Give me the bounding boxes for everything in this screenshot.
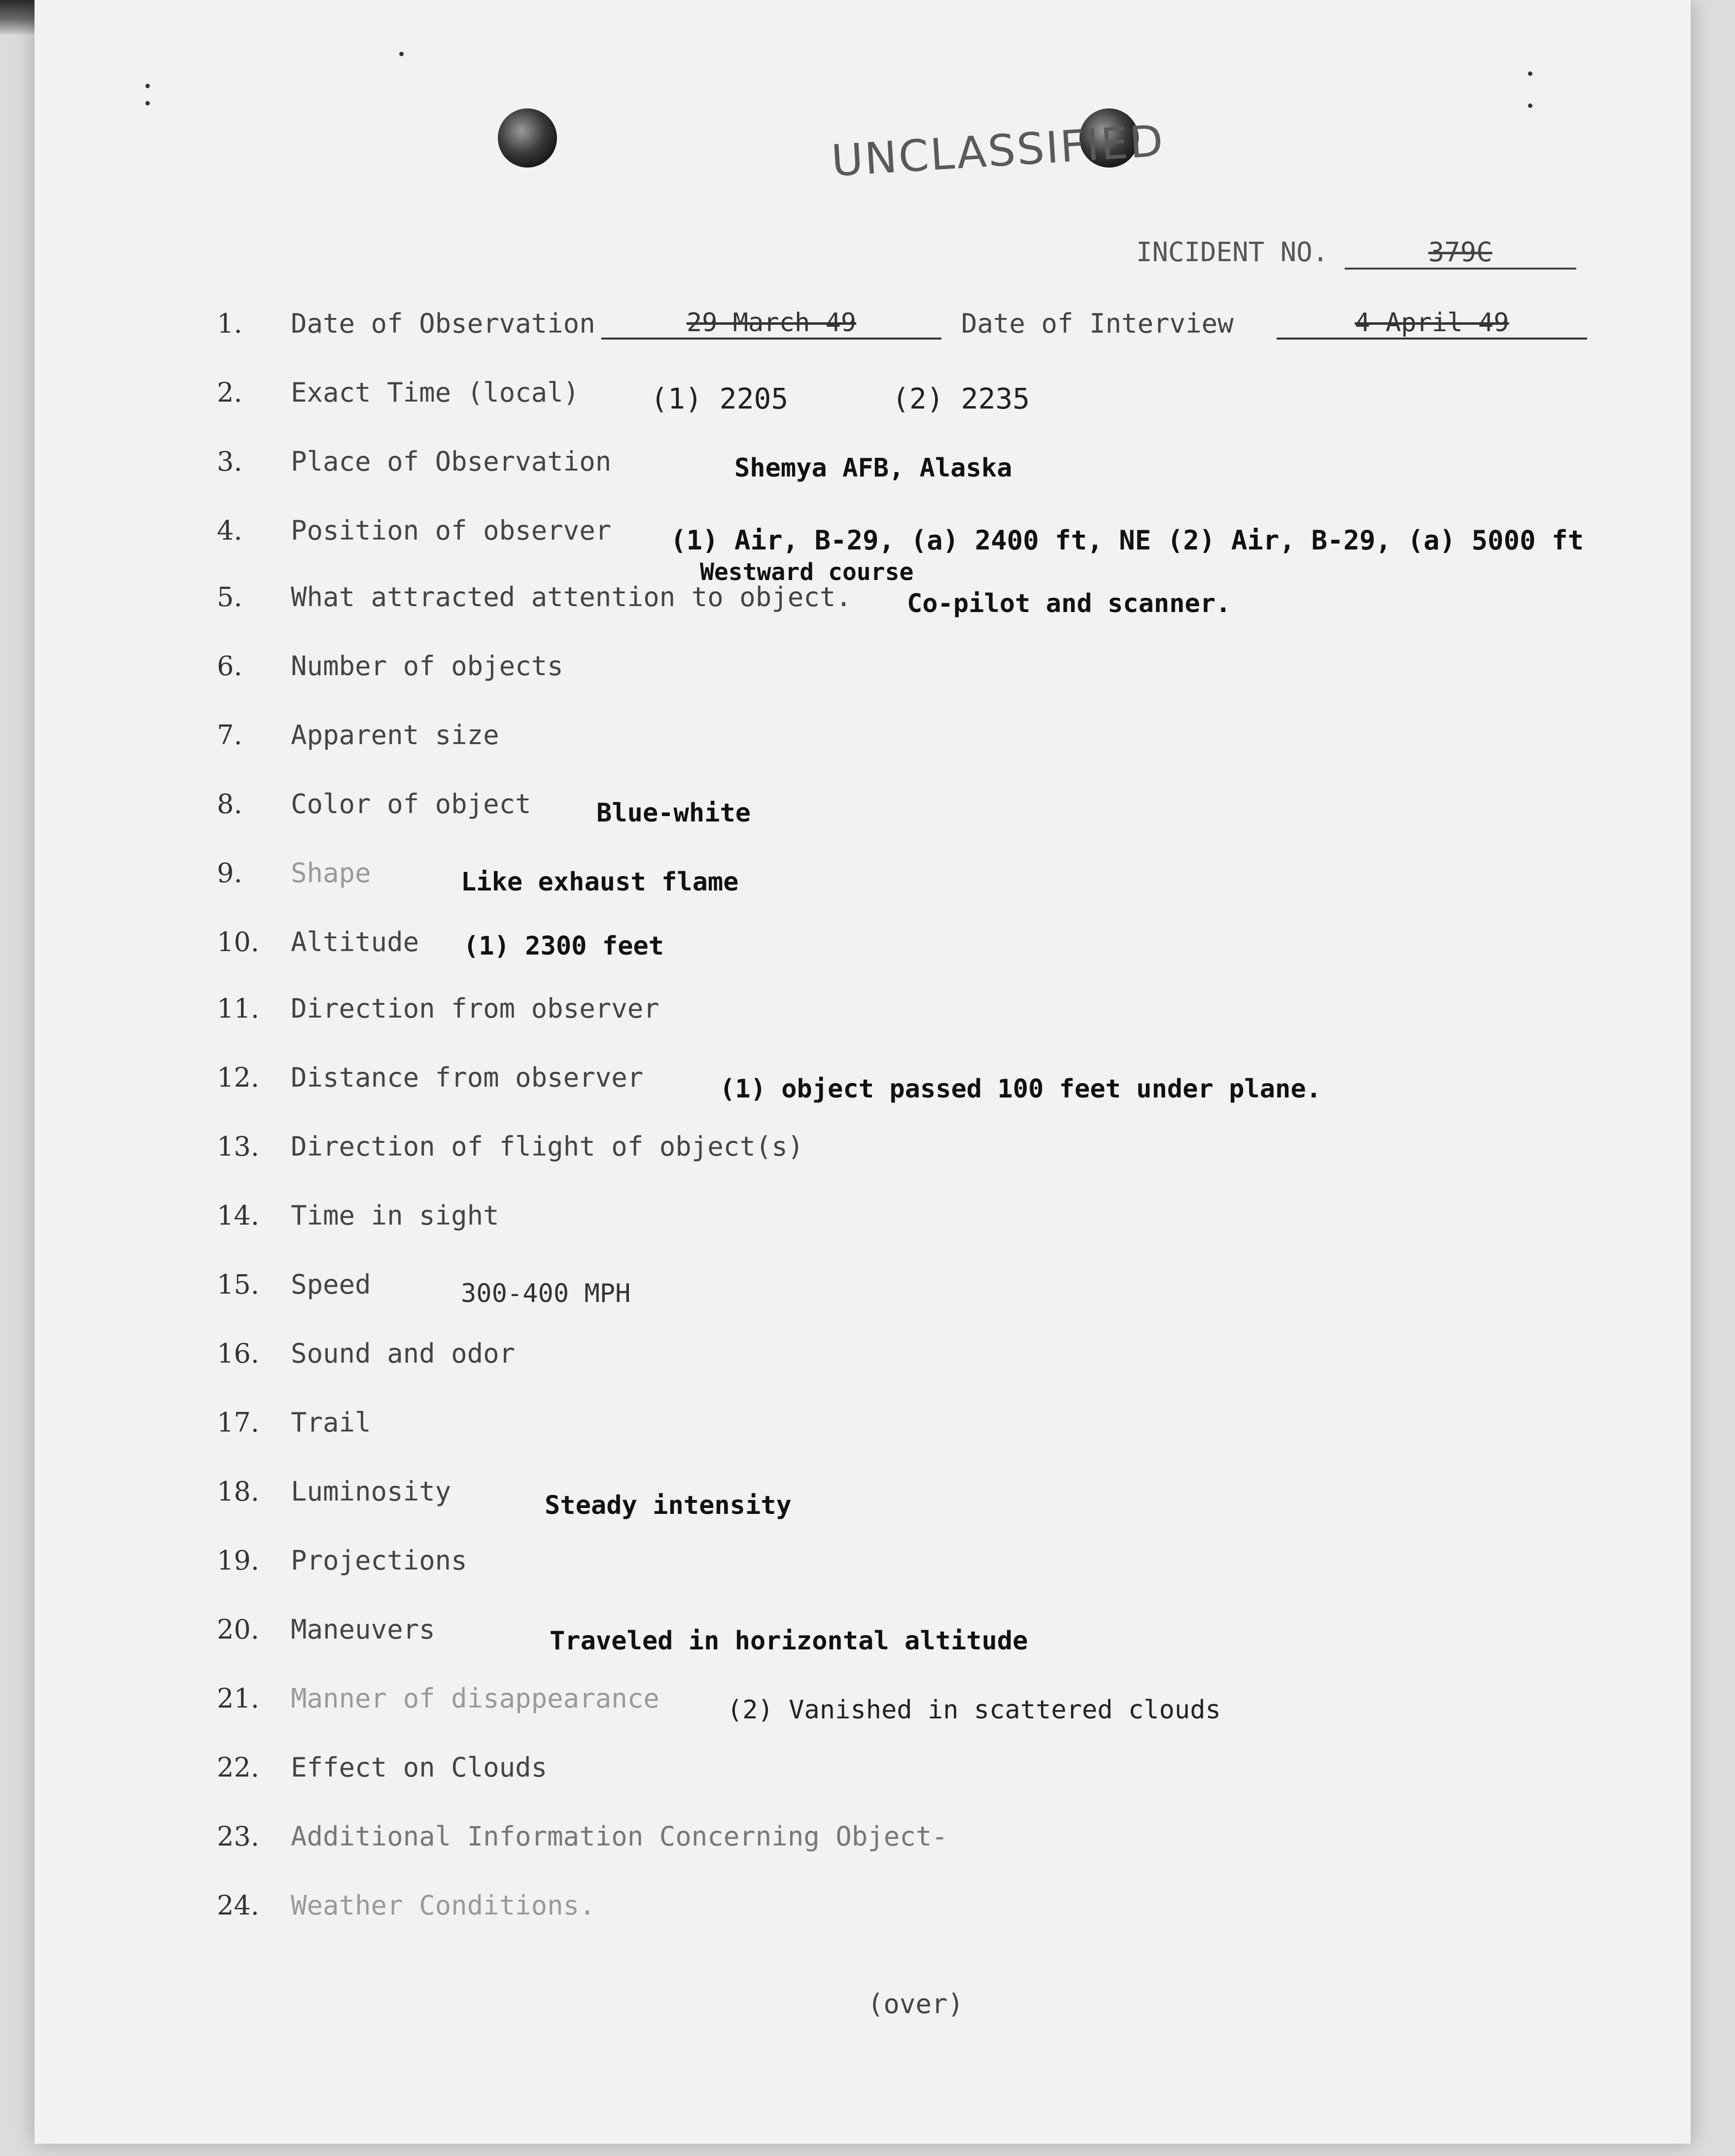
time-2: (2) 2235	[892, 382, 1030, 415]
item-label: Luminosity	[291, 1476, 451, 1507]
position-value: (1) Air, B-29, (a) 2400 ft, NE (2) Air, B-29, (a) 5000 ft	[670, 525, 1584, 556]
item-label: Place of Observation	[291, 446, 612, 477]
item-number: 18.	[217, 1476, 259, 1507]
item-number: 1.	[217, 308, 243, 339]
item-label: Position of observer	[291, 515, 612, 546]
item-label: Altitude	[291, 926, 419, 958]
item-number: 9.	[217, 857, 243, 889]
maneuvers-value: Traveled in horizontal altitude	[550, 1626, 1028, 1656]
item-label: Effect on Clouds	[291, 1752, 548, 1783]
item-number: 21.	[217, 1683, 259, 1714]
item-number: 17.	[217, 1407, 259, 1438]
item-number: 23.	[217, 1821, 259, 1852]
item-number: 8.	[217, 788, 243, 820]
item-label: Distance from observer	[291, 1062, 644, 1093]
item-label: Direction of flight of object(s)	[291, 1131, 804, 1162]
incident-value: 379C	[1345, 237, 1576, 270]
place-value: Shemya AFB, Alaska	[734, 453, 1012, 483]
item-number: 19.	[217, 1545, 259, 1576]
item-number: 10.	[217, 926, 259, 958]
item-label: Number of objects	[291, 650, 563, 682]
item-label: Manner of disappearance	[291, 1683, 659, 1714]
item-number: 13.	[217, 1131, 259, 1162]
item-number: 5.	[217, 582, 243, 613]
item-number: 7.	[217, 719, 243, 751]
shape-value: Like exhaust flame	[461, 867, 739, 897]
color-value: Blue-white	[596, 798, 751, 828]
item-label: What attracted attention to object.	[291, 582, 852, 613]
item-label: Color of object	[291, 788, 531, 820]
item-number: 11.	[217, 993, 259, 1024]
item-number: 6.	[217, 650, 243, 682]
item-label: Shape	[291, 857, 371, 889]
document-page	[35, 0, 1691, 2144]
item-label: Projections	[291, 1545, 467, 1576]
incident-number	[1136, 237, 1576, 270]
item-number: 12.	[217, 1062, 259, 1093]
item-label: Time in sight	[291, 1200, 499, 1231]
luminosity-value: Steady intensity	[545, 1491, 792, 1520]
speed-value: 300-400 MPH	[461, 1279, 631, 1308]
item-number: 2.	[217, 377, 243, 408]
speck	[1528, 103, 1532, 108]
item-label: Weather Conditions.	[291, 1890, 595, 1921]
item-number: 22.	[217, 1752, 259, 1783]
time-1: (1) 2205	[651, 382, 789, 415]
page-footer-over: (over)	[868, 1988, 964, 2019]
item-label: Maneuvers	[291, 1614, 435, 1645]
speck	[399, 52, 404, 56]
item-label: Trail	[291, 1407, 371, 1438]
interview-date: 4 April 49	[1277, 308, 1587, 340]
item-label: Apparent size	[291, 719, 499, 751]
distance-value: (1) object passed 100 feet under plane.	[720, 1074, 1321, 1104]
item-number: 24.	[217, 1890, 259, 1921]
item-number: 4.	[217, 515, 243, 546]
attention-value: Co-pilot and scanner.	[907, 589, 1231, 618]
speck	[145, 84, 150, 88]
item-label: Date of Observation	[291, 308, 595, 339]
disappearance-value: (2) Vanished in scattered clouds	[727, 1695, 1221, 1725]
item-label: Sound and odor	[291, 1338, 516, 1369]
altitude-value: (1) 2300 feet	[463, 931, 664, 961]
speck	[145, 101, 150, 105]
classification-stamp: UNCLASSIFIED	[830, 115, 1166, 186]
item-label: Exact Time (local)	[291, 377, 580, 408]
item-number: 16.	[217, 1338, 259, 1369]
observation-date: 29 March 49	[601, 308, 941, 340]
interview-date-label: Date of Interview	[961, 308, 1234, 339]
course-value: Westward course	[700, 558, 914, 586]
item-number: 3.	[217, 446, 243, 477]
speck	[1528, 71, 1532, 76]
item-number: 15.	[217, 1269, 259, 1300]
punch-hole-left	[498, 108, 557, 168]
item-number: 20.	[217, 1614, 259, 1645]
item-label: Additional Information Concerning Object-	[291, 1821, 948, 1852]
item-label: Speed	[291, 1269, 371, 1300]
item-label: Direction from observer	[291, 993, 659, 1024]
item-number: 14.	[217, 1200, 259, 1231]
incident-label: INCIDENT NO.	[1136, 237, 1329, 268]
